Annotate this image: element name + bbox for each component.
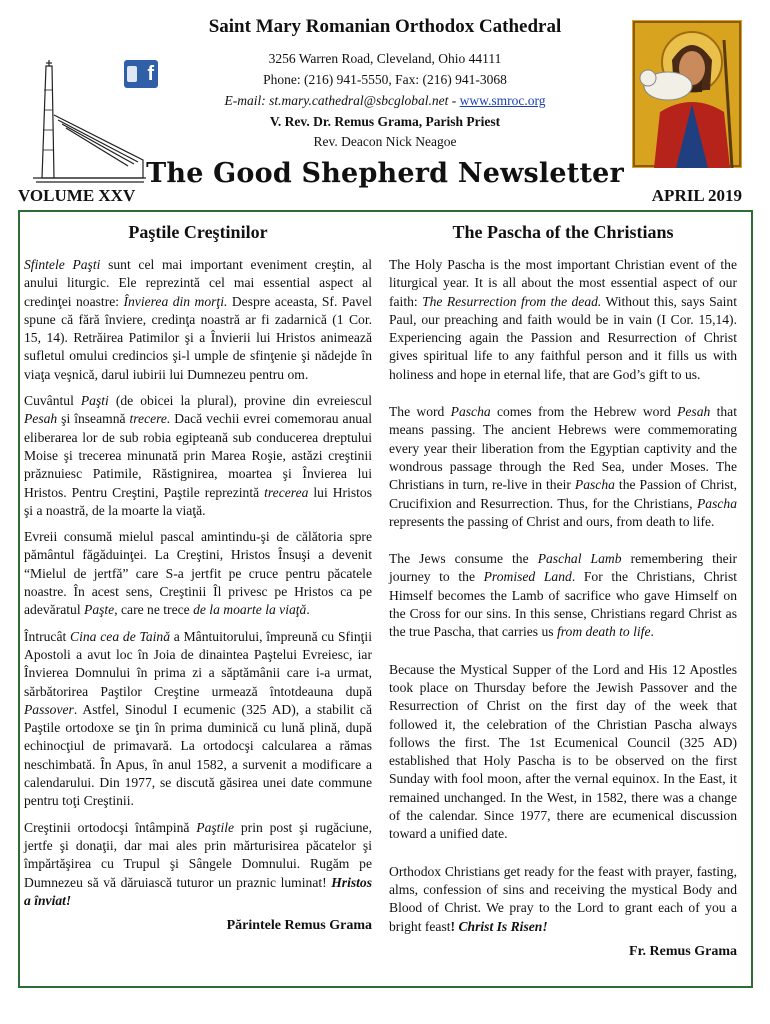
english-heading: The Pascha of the Christians: [452, 222, 674, 242]
english-paragraph-3: The Jews consume the Paschal Lamb remembering their journey to the Promised Land. For the Christians, Christ Himself becomes the Lamb of sacrifice who gave Himself on the Cross for our sins. In this sense, Christians regard Christ as the true Pascha, that carries us from death to life.: [389, 551, 738, 640]
english-paragraph-5: Orthodox Christians get ready for the feast with prayer, fasting, alms, confession of sins and receiving the mystical Body and Blood of Christ. We pray to the Lord to grant each of you a bright feast! Christ Is Risen!: [389, 863, 737, 934]
english-paragraph-2: The word Pascha comes from the Hebrew word Pesah that means passing. The ancient Hebrews were commemorating every year their liberation from the Egyptian captivity and the wondrous passage through the Red Sea, under Moses. The Christians in turn, re-live in their Pascha the Passion of Christ, Crucifixion and Resurrection. Thus, for the Christians, Pascha represents the passing of Christ and ours, from death to life.: [389, 404, 738, 529]
website-link[interactable]: www.smroc.org: [459, 93, 546, 108]
romanian-paragraph-4: Întrucât Cina cea de Taină a Mântuitorului, împreună cu Sfinţii Apostoli a avut loc în Joia de dinaintea Paştelui Evreiesc, iar Învierea Domnului în prima zi a săptămânii care i-a urmat, sărbătorirea Paştilor Creştine urmează întotdeauna după Passover. Astfel, Sinodul I ecumenic (325 AD), a stabilit că Paştile ortodoxe se ţin în prima duminică cu lună plină, după echinocţiul de primavară. La ortodocşi calcularea a rămas neschimbată. În Apus, în anul 1582, a survenit a modificare a calendarului. Din 1977, se discută găsirea unei date commune pentru toţi Creştinii.: [24, 628, 372, 809]
romanian-paragraph-1: Sfintele Paşti sunt cel mai important eveniment creştin, al anului liturgic. Ele reprezintă cel mai essential aspect al credinţei noastre: Învierea din morţi. Despre aceasta, Sf. Pavel spune că fără înviere, credinţa noastră ar fi zadarnică (1 Cor. 15, 14). Retrăirea Patimilor şi a Învierii lui Hristos animează sufletul omului credincios şi-l umple de sfinţenie şi nădejde în viaţa veşnică, darul iubirii lui Dumnezeu pentru om.: [24, 257, 372, 382]
english-signature: Fr. Remus Grama: [629, 943, 737, 959]
email-text: E-mail: st.mary.cathedral@sbcglobal.net -: [224, 93, 460, 108]
church-address: 3256 Warren Road, Cleveland, Ohio 44111: [268, 51, 502, 66]
deacon: Rev. Deacon Nick Neagoe: [313, 134, 457, 149]
romanian-column: [24, 222, 372, 934]
church-phone: Phone: (216) 941-5550, Fax: (216) 941-3068: [263, 72, 507, 87]
romanian-paragraph-3: Evreii consumă mielul pascal amintindu-şi de călătoria spre pământul făgăduinţei. La Creştini, Hristos Însuşi a devenit “Mielul de jertfă” care S-a jertfit pe cruce pentru păcatele noastre. În acest sens, Creştinii Îl privesc pe Hristos ca pe adevăratul Paşte, care ne trece de la moarte la viaţă.: [24, 529, 372, 618]
issue-date: APRIL 2019: [651, 186, 742, 205]
romanian-heading: Paştile Creştinilor: [128, 222, 268, 242]
romanian-paragraph-2: Cuvântul Paşti (de obicei la plural), provine din evreiescul Pesah şi înseamnă trecere. Dacă vechii evrei comemorau anual eliberarea lor de sub robia egipteană sub conducerea dreptului Moise şi trecerea minunată prin Marea Roşie, astăzi creştinii prăznuiesc Patimile, Răstignirea, moartea şi Învierea lui Hristos. Pentru Creştini, Paştile reprezintă trecerea lui Hristos şi a noastră, de la moarte la viaţă.: [24, 393, 373, 518]
volume-label: VOLUME XXV: [18, 186, 136, 205]
parish-priest: V. Rev. Dr. Remus Grama, Parish Priest: [269, 114, 501, 129]
good-shepherd-icon: [632, 20, 742, 168]
church-name: Saint Mary Romanian Orthodox Cathedral: [208, 16, 562, 37]
english-paragraph-4: Because the Mystical Supper of the Lord and His 12 Apostles took place on Thursday before the Jewish Passover and the Resurrection of Christ on the first day of the week that followed it, the celebration of the Christian Pascha always follows the first. The 1st Ecumenical Council (325 AD) established that Holy Pascha is to be observed on the first Sunday with fool moon, after the vernal equinox. In the East, it remained unchanged. In the West, in 1582, there was a change of the calendar. Since 1977, there are ecumenical discussion toward a unified date.: [389, 661, 737, 842]
newsletter-title: The Good Shepherd Newsletter: [146, 158, 624, 189]
facebook-icon[interactable]: f: [124, 60, 158, 88]
romanian-paragraph-5: Creştinii ortodocşi întâmpină Paştile prin post şi rugăciune, jertfe şi donaţii, dar mai ales prin mărturisirea păcatelor şi împărtăşirea cu Trupul şi Sângele Domnului. Rugăm pe Dumnezeu să vă dăruiască tuturor un praznic luminat! Hristos a înviat!: [24, 819, 372, 908]
romanian-signature: Părintele Remus Grama: [226, 918, 372, 934]
english-paragraph-1: The Holy Pascha is the most important Christian event of the liturgical year. It is all about the most essential aspect of our faith: The Resurrection from the dead. Without this, says Saint Paul, our preaching and faith would be in vain (I Cor. 15,14). Experiencing again the Passion and Resurrection of Christ gives spiritual life to any faithful person and it fills us with holiness and hope in eternal life, that are God’s gift to us.: [389, 257, 738, 382]
english-column: [389, 222, 737, 960]
